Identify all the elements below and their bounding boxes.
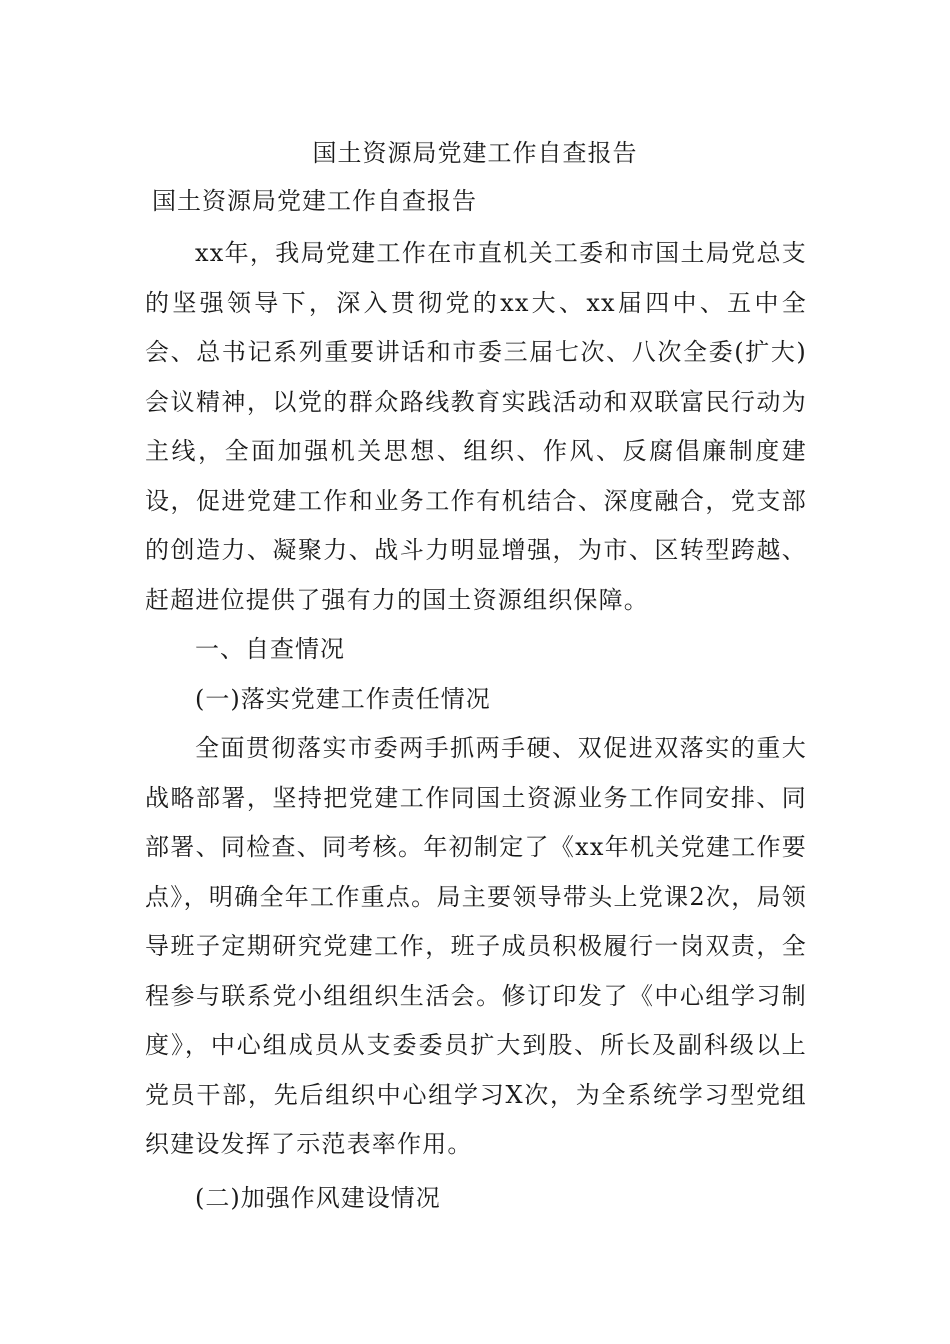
subsection-heading-work-style: (二)加强作风建设情况	[195, 1183, 441, 1212]
document-subtitle: 国土资源局党建工作自查报告	[152, 187, 477, 215]
document-title: 国土资源局党建工作自查报告	[312, 139, 638, 167]
paragraph-intro: xx年，我局党建工作在市直机关工委和市国土局党总支的坚强领导下，深入贯彻党的xx大、xx届四中、五中全会、总书记系列重要讲话和市委三届七次、八次全委(扩大)会议精神，以党的群众路线教育实践活动和双联富民行动为主线，全面加强机关思想、组织、作风、反腐倡廉制度建设，促进党建工作和业务工作有机结合、深度融合，党支部的创造力、凝聚力、战斗力明显增强，为市、区转型跨越、赶超进位提供了强有力的国土资源组织保障。	[145, 239, 807, 614]
subsection-heading-responsibility: (一)落实党建工作责任情况	[195, 684, 491, 713]
section-heading-self-check: 一、自查情况	[195, 635, 345, 663]
paragraph-responsibility: 全面贯彻落实市委两手抓两手硬、双促进双落实的重大战略部署，坚持把党建工作同国土资源业务工作同安排、同部署、同检查、同考核。年初制定了《xx年机关党建工作要点》，明确全年工作重点。局主要领导带头上党课2次，局领导班子定期研究党建工作，班子成员积极履行一岗双责，全程参与联系党小组组织生活会。修订印发了《中心组学习制度》，中心组成员从支委委员扩大到股、所长及副科级以上党员干部，先后组织中心组学习X次，为全系统学习型党组织建设发挥了示范表率作用。	[145, 734, 807, 1158]
document-body	[145, 229, 807, 1223]
